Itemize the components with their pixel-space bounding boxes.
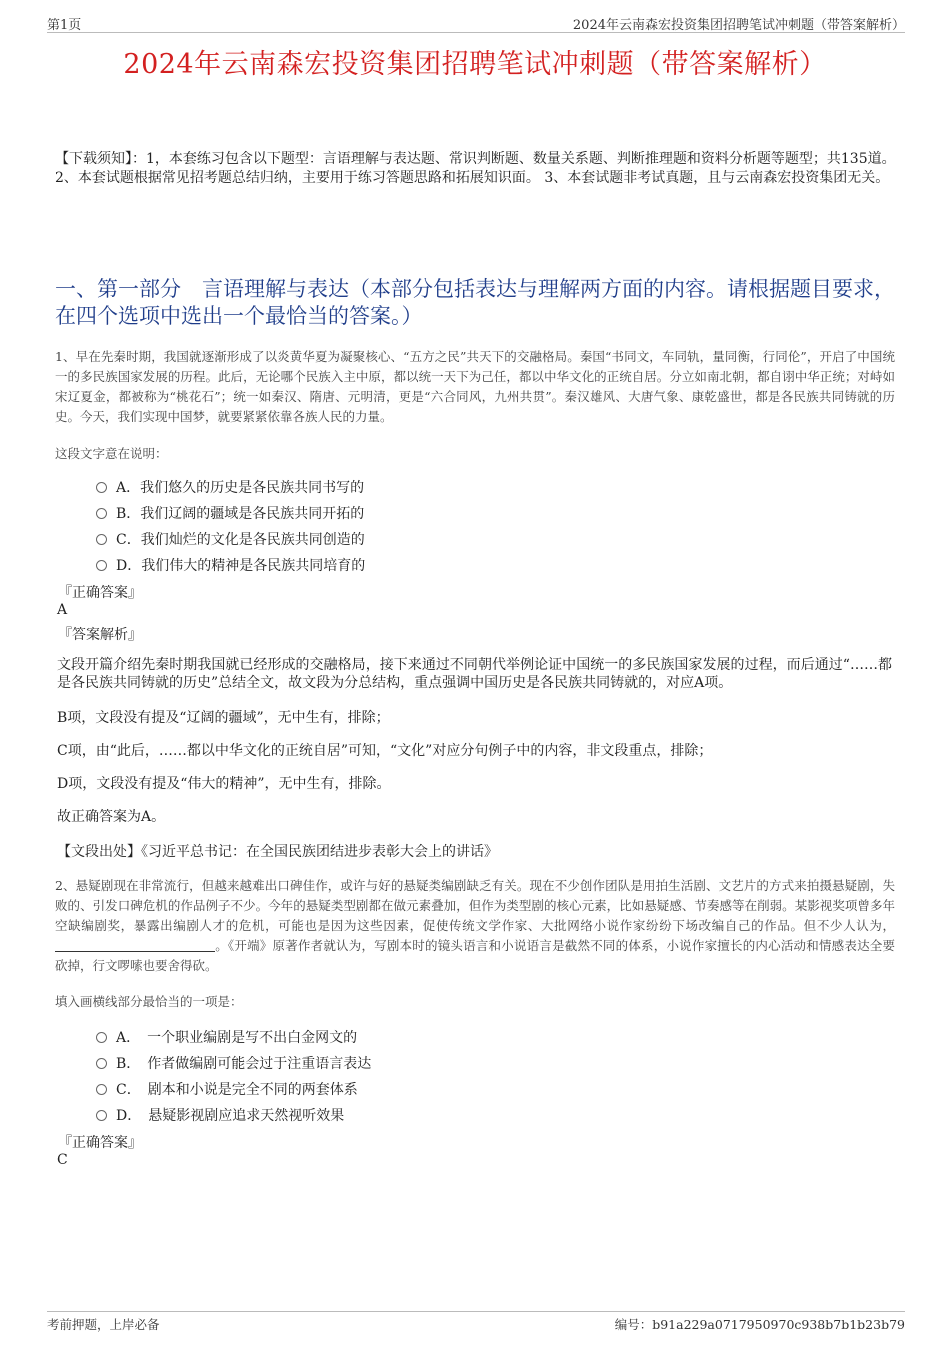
- question-1-answer: A: [57, 602, 68, 618]
- radio-icon[interactable]: [96, 560, 107, 571]
- download-notice: 【下载须知】：1，本套练习包含以下题型：言语理解与表达题、常识判断题、数量关系题、判断推理题和资料分析题等题型；共135道。 2、本套试题根据常见招考题总结归纳，主要用于练习答题思路和拓展知识面。 3、本套试题非考试真题，且与云南森宏投资集团无关。: [55, 151, 896, 186]
- radio-icon[interactable]: [96, 508, 107, 519]
- analysis-paragraph: D项，文段没有提及“伟大的精神”，无中生有，排除。: [57, 776, 391, 792]
- section-title: 一、第一部分 言语理解与表达（本部分包括表达与理解两方面的内容。请根据题目要求，在四个选项中选出一个最恰当的答案。）: [55, 277, 895, 328]
- question-2-prompt: 填入画横线部分最恰当的一项是：: [55, 994, 243, 1009]
- question-2-text: 2、悬疑剧现在非常流行，但越来越难出口碑佳作，或许与好的悬疑类编剧缺乏有关。现在不少创作团队是用拍生活剧、文艺片的方式来拍摄悬疑剧，失败的、引发口碑危机的作品例子不少。今年的悬疑类型剧都在做元素叠加，但作为类型剧的核心元素，比如悬疑感、节奏感等在削弱。某影视奖项曾多年空缺编剧奖，暴露出编剧人才的危机，可能也是因为这些因素，促使传统文学作家、大批网络小说作家纷纷下场改编自己的作品。但不少人认为，。《开端》原著作者就认为，写剧本时的镜头语言和小说语言是截然不同的体系，小说作家擅长的内心活动和情感表达全要砍掉，行文啰嗦也要舍得砍。: [55, 878, 895, 973]
- header-doc-title: 2024年云南森宏投资集团招聘笔试冲刺题（带答案解析）: [572, 18, 905, 33]
- question-1-option-d[interactable]: D．我们伟大的精神是各民族共同培育的: [96, 555, 365, 575]
- radio-icon[interactable]: [96, 1058, 107, 1069]
- question-1-option-c[interactable]: C．我们灿烂的文化是各民族共同创造的: [96, 529, 365, 549]
- question-2-option-b[interactable]: B． 作者做编剧可能会过于注重语言表达: [96, 1053, 371, 1073]
- footer-serial: 编号：b91a229a0717950970c938b7b1b23b79: [614, 1317, 905, 1332]
- radio-icon[interactable]: [96, 1110, 107, 1121]
- footer-slogan: 考前押题，上岸必备: [47, 1317, 160, 1332]
- radio-icon[interactable]: [96, 534, 107, 545]
- question-1-analysis-label: 『答案解析』: [58, 627, 142, 643]
- question-1-option-a[interactable]: A．我们悠久的历史是各民族共同书写的: [96, 477, 364, 497]
- fill-blank: [55, 938, 215, 952]
- analysis-paragraph: C项，由“此后，……都以中华文化的正统自居”可知，“文化”对应分句例子中的内容，非文段重点，排除；: [57, 743, 713, 759]
- page-number: 第1页: [47, 18, 82, 33]
- radio-icon[interactable]: [96, 482, 107, 493]
- question-1-source: 【文段出处】《习近平总书记：在全国民族团结进步表彰大会上的讲话》: [57, 844, 498, 860]
- question-1-answer-label: 『正确答案』: [58, 585, 142, 601]
- document-title: 2024年云南森宏投资集团招聘笔试冲刺题（带答案解析）: [123, 49, 827, 80]
- analysis-paragraph: 故正确答案为A。: [57, 809, 166, 825]
- analysis-paragraph: B项，文段没有提及“辽阔的疆域”，无中生有，排除；: [57, 710, 390, 726]
- question-2-answer-label: 『正确答案』: [58, 1135, 142, 1151]
- question-1-text: 1、早在先秦时期，我国就逐渐形成了以炎黄华夏为凝聚核心、“五方之民”共天下的交融格局。秦国“书同文，车同轨，量同衡，行同伦”，开启了中国统一的多民族国家发展的历程。此后，无论哪个民族入主中原，都以统一天下为己任，都以中华文化的正统自居。分立如南北朝，都自诩中华正统；对峙如宋辽夏金，都被称为“桃花石”；统一如秦汉、隋唐、元明清，更是“六合同风，九州共贯”。秦汉雄风、大唐气象、康乾盛世，都是各民族共同铸就的历史。今天，我们实现中国梦，就要紧紧依靠各族人民的力量。: [55, 349, 895, 424]
- radio-icon[interactable]: [96, 1084, 107, 1095]
- page-footer: [47, 1311, 905, 1332]
- page-header: [47, 12, 905, 33]
- question-1-prompt: 这段文字意在说明：: [55, 446, 168, 461]
- analysis-paragraph: 文段开篇介绍先秦时期我国就已经形成的交融格局，接下来通过不同朝代举例论证中国统一的多民族国家发展的过程，而后通过“……都是各民族共同铸就的历史”总结全文，故文段为分总结构，重点强调中国历史是各民族共同铸就的，对应A项。: [57, 657, 892, 691]
- question-2-answer: C: [57, 1152, 68, 1168]
- question-1-option-b[interactable]: B．我们辽阔的疆域是各民族共同开拓的: [96, 503, 364, 523]
- question-2-option-a[interactable]: A． 一个职业编剧是写不出白金网文的: [96, 1027, 357, 1047]
- question-2-option-d[interactable]: D． 悬疑影视剧应追求天然视听效果: [96, 1105, 344, 1125]
- radio-icon[interactable]: [96, 1032, 107, 1043]
- question-2-option-c[interactable]: C． 剧本和小说是完全不同的两套体系: [96, 1079, 358, 1099]
